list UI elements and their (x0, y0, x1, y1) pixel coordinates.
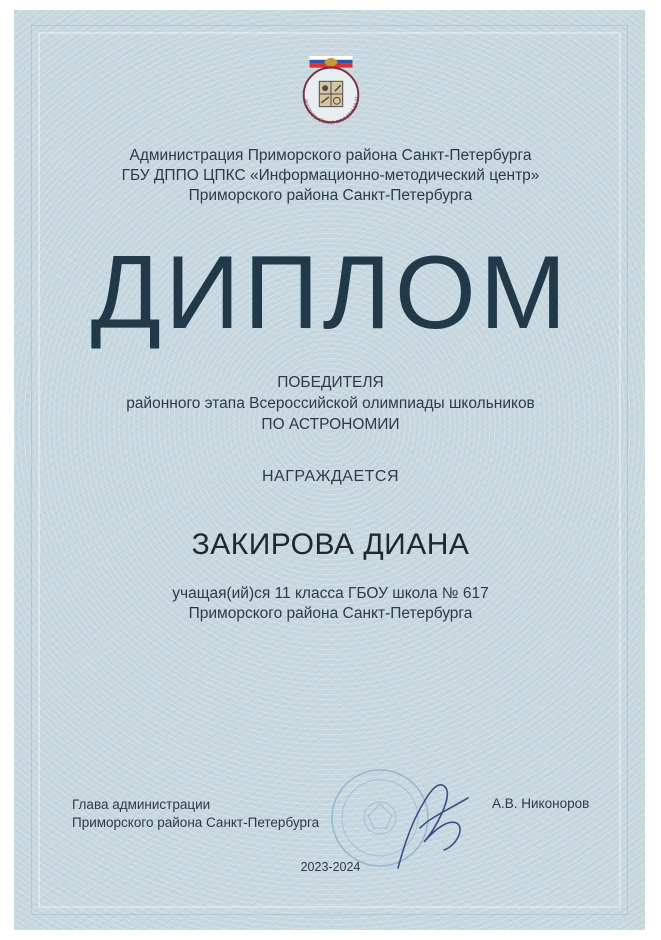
student-line-1: учащая(ий)ся 11 класса ГБОУ школа № 617 (172, 585, 489, 602)
organization-line-2: ГБУ ДППО ЦПКС «Информационно-методический центр» (121, 167, 540, 184)
organization-block (0, 146, 661, 206)
signatory-position (72, 796, 319, 832)
student-line-2: Приморского района Санкт-Петербурга (188, 605, 473, 622)
recipient-name: ЗАКИРОВА ДИАНА (191, 528, 470, 561)
organization-line-1: Администрация Приморского района Санкт-Петербурга (129, 147, 532, 164)
organization-line-3: Приморского района Санкт-Петербурга (188, 187, 473, 204)
winner-block (0, 372, 661, 435)
winner-line-1: ПОБЕДИТЕЛЯ (277, 374, 384, 391)
academic-years: 2023-2024 (300, 860, 361, 874)
handwritten-signature (398, 785, 468, 868)
signer-name: А.В. Никоноров (492, 796, 590, 811)
position-line-1: Глава администрации (72, 797, 211, 812)
student-info (0, 584, 661, 624)
awarded-label: НАГРАЖДАЕТСЯ (262, 468, 399, 485)
position-line-2: Приморского района Санкт-Петербурга (72, 815, 320, 830)
winner-line-3: ПО АСТРОНОМИИ (261, 416, 400, 433)
official-seal-icon (332, 770, 428, 866)
emblem-text: ВСЕРОССИЙСКАЯ ОЛИМПИАДА Ш (301, 97, 360, 127)
olympiad-emblem-icon (292, 54, 370, 132)
winner-line-2: районного этапа Всероссийской олимпиады школьников (126, 395, 535, 412)
diploma-title: ДИПЛОМ (90, 235, 571, 351)
